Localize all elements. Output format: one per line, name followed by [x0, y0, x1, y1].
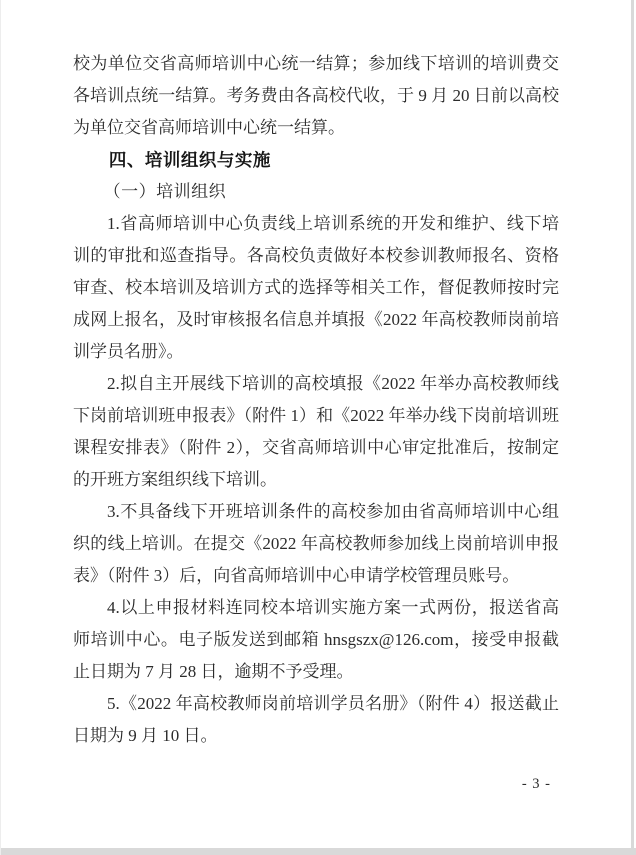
section-heading-training-organization: 四、培训组织与实施: [108, 150, 271, 170]
paragraph-item-2: 2.拟自主开展线下培训的高校填报《2022 年举办高校教师线下岗前培训班申报表》（附件 1）和《2022 年举办线下岗前培训班课程安排表》（附件 2），交省高师培训中心审定批准后，按制定的开班方案组织线下培训。: [73, 374, 559, 489]
page-number: - 3 -: [521, 776, 551, 792]
document-body: [73, 0, 559, 752]
paragraph-item-1: 1.省高师培训中心负责线上培训系统的开发和维护、线下培训的审批和巡查指导。各高校负责做好本校参训教师报名、资格审查、校本培训及培训方式的选择等相关工作，督促教师按时完成网上报名，及时审核报名信息并填报《2022 年高校教师岗前培训学员名册》。: [73, 214, 559, 361]
paragraph-fee-settlement-continuation: 校为单位交省高师培训中心统一结算；参加线下培训的培训费交各培训点统一结算。考务费由各高校代收，于 9 月 20 日前以高校为单位交省高师培训中心统一结算。: [73, 54, 559, 137]
paragraph-item-3: 3.不具备线下开班培训条件的高校参加由省高师培训中心组织的线上培训。在提交《2022 年高校教师参加线上岗前培训申报表》（附件 3）后，向省高师培训中心申请学校管理员账号。: [73, 502, 559, 585]
scan-edge-right: [631, 0, 634, 855]
scan-edge-bottom: [1, 848, 636, 855]
paragraph-item-5: 5.《2022 年高校教师岗前培训学员名册》（附件 4）报送截止日期为 9 月 10 日。: [73, 694, 559, 745]
subsection-heading-training-organization: （一）培训组织: [103, 182, 227, 201]
paragraph-item-4: 4.以上申报材料连同校本培训实施方案一式两份，报送省高师培训中心。电子版发送到邮箱 hnsgszx@126.com，接受申报截止日期为 7 月 28 日，逾期不予受理。: [73, 598, 559, 681]
